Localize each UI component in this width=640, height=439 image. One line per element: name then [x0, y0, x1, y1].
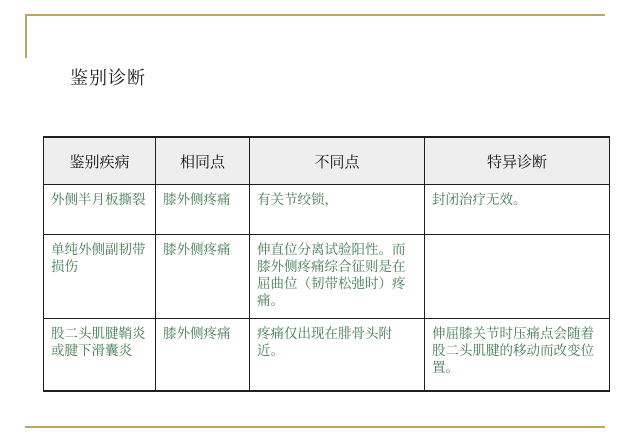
cell-disease: 单纯外侧副韧带损伤 [44, 235, 156, 319]
cell-disease: 外侧半月板撕裂 [44, 185, 156, 235]
bottom-rule [25, 426, 605, 428]
table-row [44, 185, 610, 235]
table-row [44, 319, 610, 392]
page-title: 鉴别诊断 [70, 68, 146, 89]
left-rule [25, 14, 27, 58]
cell-similarity: 膝外侧疼痛 [156, 235, 250, 319]
cell-difference: 伸直位分离试验阳性。而膝外侧疼痛综合征则是在屈曲位（韧带松弛时）疼痛。 [250, 235, 425, 319]
cell-disease: 股二头肌腱鞘炎或腱下滑囊炎 [44, 319, 156, 392]
cell-specific-diagnosis: 封闭治疗无效。 [425, 185, 610, 235]
top-rule [25, 14, 605, 16]
cell-specific-diagnosis: 伸屈膝关节时压痛点会随着股二头肌腱的移动而改变位置。 [425, 319, 610, 392]
cell-similarity: 膝外侧疼痛 [156, 319, 250, 392]
header-similarity: 相同点 [156, 137, 250, 185]
table-header-row [44, 137, 610, 185]
table-row [44, 235, 610, 319]
header-disease: 鉴别疾病 [44, 137, 156, 185]
differential-diagnosis-table [43, 136, 610, 392]
header-difference: 不同点 [250, 137, 425, 185]
cell-similarity: 膝外侧疼痛 [156, 185, 250, 235]
cell-difference: 有关节绞锁， [250, 185, 425, 235]
cell-specific-diagnosis [425, 235, 610, 319]
cell-difference: 疼痛仅出现在腓骨头附近。 [250, 319, 425, 392]
header-specific-diagnosis: 特异诊断 [425, 137, 610, 185]
